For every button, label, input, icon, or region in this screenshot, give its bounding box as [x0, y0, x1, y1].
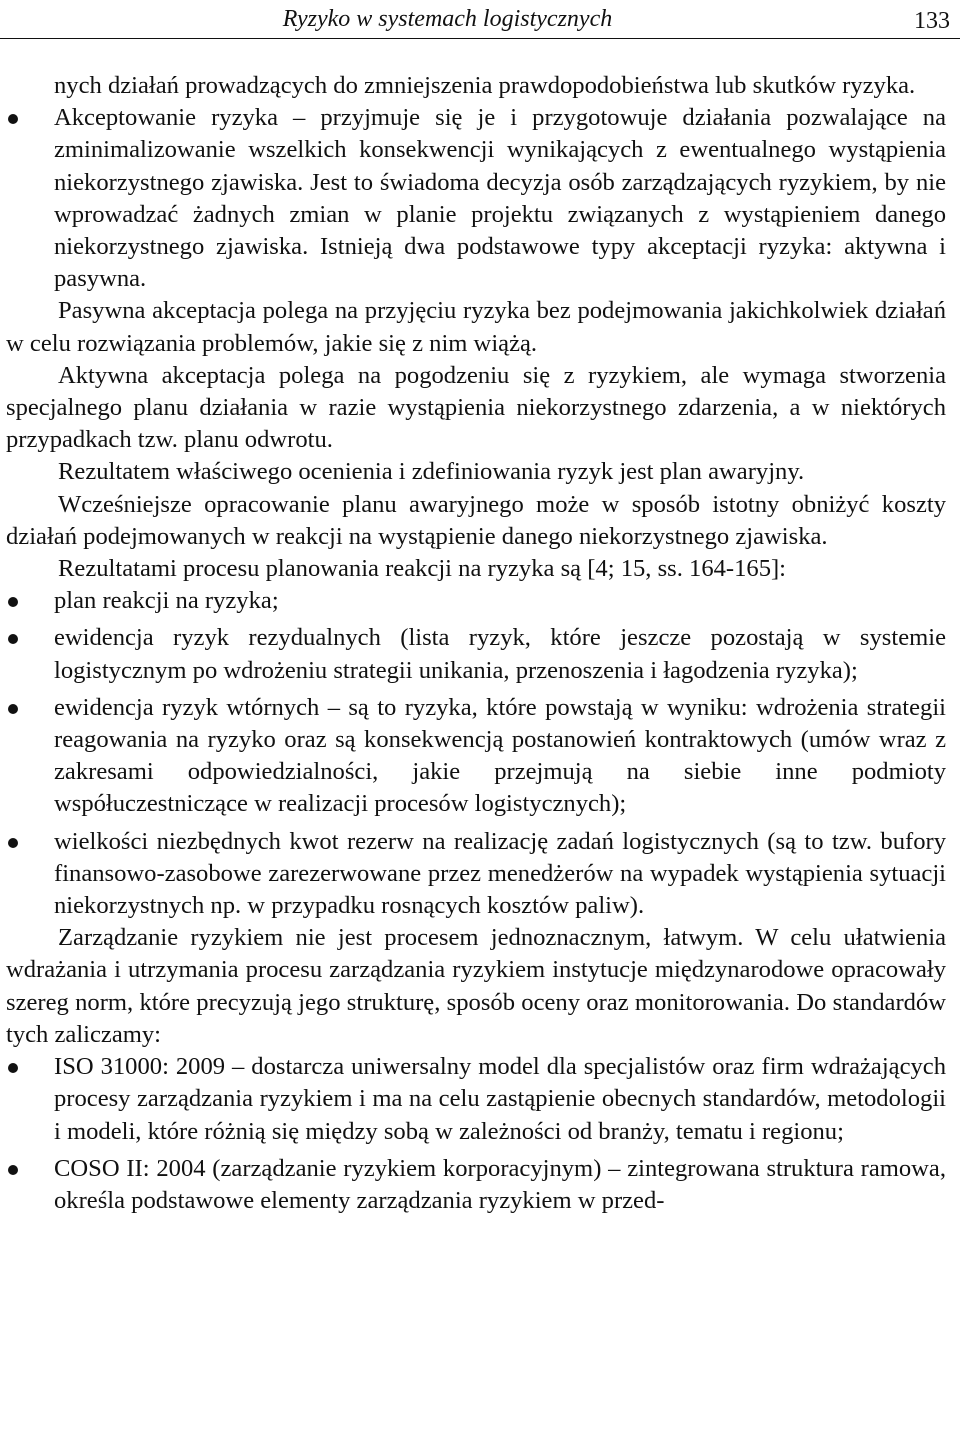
bullet-icon — [8, 1165, 18, 1175]
list-item-text: ISO 31000: 2009 – dostarcza uniwersalny model dla specjalistów oraz firm wdrażających procesy zarządzania ryzykiem i ma na celu zastąpienie obecnych standardów, metodologii i modeli, które różnią się między sobą w zależności od branży, tematu i regionu; — [54, 1053, 946, 1145]
bullet-icon — [8, 114, 18, 124]
list-item — [6, 1153, 946, 1217]
list-item-text: ewidencja ryzyk wtórnych – są to ryzyka, które powstają w wyniku: wdrożenia strategii reagowania na ryzyko oraz są konsekwencją postanowień kontraktowych (umów wraz z zakresami odpowiedzialności, jakie przejmują na siebie inne podmioty współuczestniczące w realizacji procesów logistycznych); — [54, 693, 946, 818]
page-header — [0, 0, 960, 44]
page-number: 133 — [914, 8, 950, 34]
page-body — [6, 70, 946, 1217]
list-item-text: ewidencja ryzyk rezydualnych (lista ryzyk, które jeszcze pozostają w systemie logistycznym po wdrożeniu strategii unikania, przenoszenia i łagodzenia ryzyka); — [54, 624, 946, 684]
continuation-paragraph: nych działań prowadzących do zmniejszenia prawdopodobieństwa lub skutków ryzyka. — [54, 72, 916, 99]
list-item — [6, 826, 946, 923]
paragraph-rezultatem: Rezultatem właściwego ocenienia i zdefiniowania ryzyk jest plan awaryjny. — [58, 458, 805, 486]
bullet-icon — [8, 597, 18, 607]
list-item — [6, 622, 946, 686]
list-item-text: COSO II: 2004 (zarządzanie ryzykiem korporacyjnym) – zintegrowana struktura ramowa, określa podstawowe elementy zarządzania ryzykiem w przed- — [54, 1154, 946, 1214]
bullet-icon — [8, 634, 18, 644]
list-item-akceptowanie — [6, 102, 946, 295]
list-item — [6, 1051, 946, 1148]
bullet-icon — [8, 704, 18, 714]
list-item-text: plan reakcji na ryzyka; — [54, 587, 279, 615]
header-divider — [0, 38, 960, 39]
paragraph-wczesniejsze: Wcześniejsze opracowanie planu awaryjnego może w sposób istotny obniżyć koszty działań podejmowanych w reakcji na wystąpienie danego niekorzystnego zjawiska. — [6, 490, 946, 550]
paragraph-zarzadzanie: Zarządzanie ryzykiem nie jest procesem jednoznacznym, łatwym. W celu ułatwienia wdrażania i utrzymania procesu zarządzania ryzykiem instytucje międzynarodowe opracowały szereg norm, które precyzują jego strukturę, sposób oceny oraz monitorowania. Do standardów tych zaliczamy: — [6, 924, 946, 1048]
bullet-icon — [8, 838, 18, 848]
list-item — [6, 692, 946, 821]
running-title: Ryzyko w systemach logistycznych — [282, 6, 613, 32]
list-item-text: Akceptowanie ryzyka – przyjmuje się je i przygotowuje działania pozwalające na zminimalizowanie wszelkich konsekwencji wynikających z ewentualnego wystąpienia niekorzystnego zjawiska. Jest to świadoma decyzja osób zarządzających ryzykiem, by nie wprowadzać żadnych zmian w planie projektu związanych z wystąpieniem danego niekorzystnego zjawiska. Istnieją dwa podstawowe typy akceptacji ryzyka: aktywna i pasywna. — [54, 104, 946, 293]
list-item-text: wielkości niezbędnych kwot rezerw na realizację zadań logistycznych (są to tzw. bufory finansowo-zasobowe zarezerwowane przez menedżerów na wypadek wystąpienia sytuacji niekorzystnych np. w przypadku rosnących kosztów paliw). — [54, 827, 946, 920]
bullet-icon — [8, 1063, 18, 1073]
list-item — [6, 585, 946, 617]
paragraph-aktywna: Aktywna akceptacja polega na pogodzeniu się z ryzykiem, ale wymaga stworzenia specjalnego planu działania w razie wystąpienia niekorzystnego zdarzenia, a w niektórych przypadkach tzw. planu odwrotu. — [6, 361, 946, 454]
paragraph-rezultatami: Rezultatami procesu planowania reakcji na ryzyka są [4; 15, ss. 164-165]: — [58, 555, 787, 583]
paragraph-pasywna: Pasywna akceptacja polega na przyjęciu ryzyka bez podejmowania jakichkolwiek działań w celu rozwiązania problemów, jakie się z nim wiążą. — [6, 297, 946, 357]
